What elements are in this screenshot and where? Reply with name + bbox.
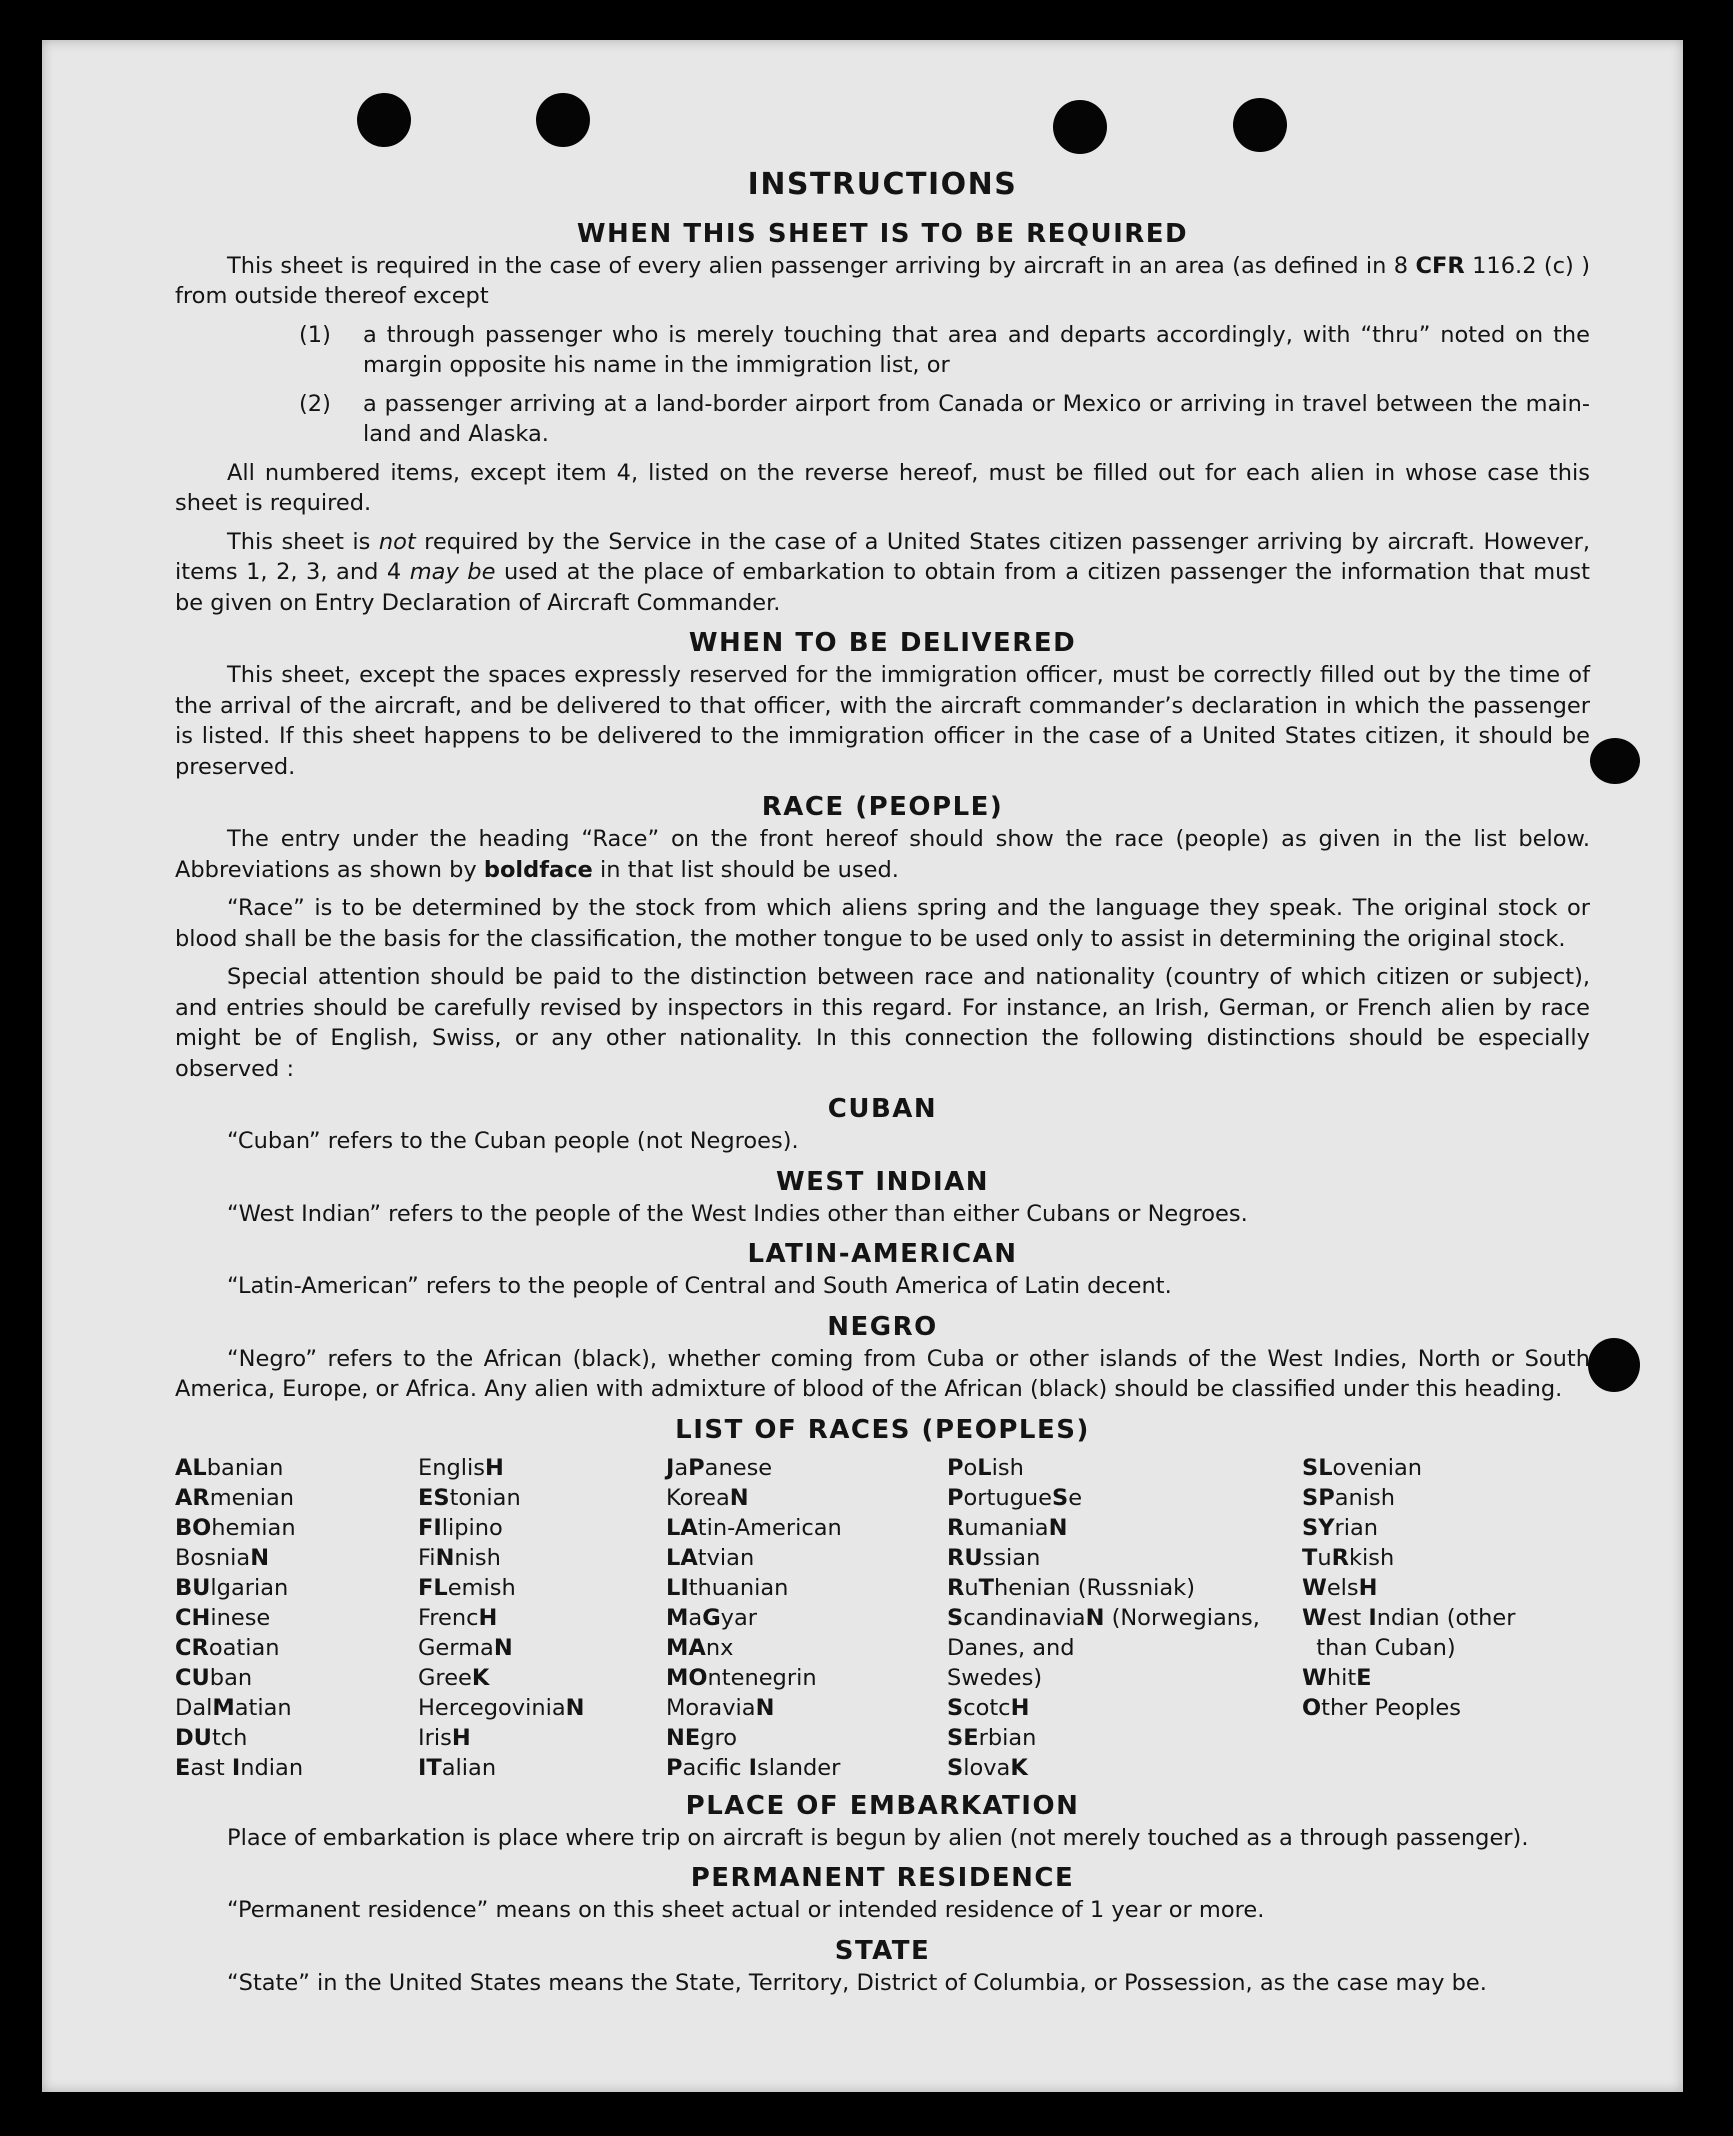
race-entry: SlovaK bbox=[947, 1754, 1028, 1781]
punch-hole-4 bbox=[1233, 98, 1287, 152]
race-entry: LAtvian bbox=[666, 1544, 755, 1571]
race-entry: RumaniaN bbox=[947, 1514, 1068, 1541]
item-text: a through passenger who is merely touching that area and departs accordingly, with “thru” noted on the margin opposite his name in the immigration list, or bbox=[363, 321, 1590, 378]
race-entry: Danes, and bbox=[947, 1634, 1075, 1661]
required-para-2: All numbered items, except item 4, listed on the reverse hereof, must be filled out for each alien in whose case this sheet is required. bbox=[175, 459, 1590, 516]
race-entry: Other Peoples bbox=[1302, 1694, 1461, 1721]
race-entry: FIlipino bbox=[418, 1514, 503, 1541]
race-entry: ScandinaviaN (Norwegians, bbox=[947, 1604, 1260, 1631]
heading-race: RACE (PEOPLE) bbox=[761, 792, 1004, 822]
race-entry: SLovenian bbox=[1302, 1454, 1423, 1481]
race-entry: IrisH bbox=[418, 1724, 471, 1751]
races-column bbox=[666, 1453, 947, 1783]
ink-blot-2 bbox=[1588, 1338, 1640, 1392]
race-entry: KoreaN bbox=[666, 1484, 749, 1511]
race-entry: HercegoviniaN bbox=[418, 1694, 585, 1721]
race-entry: EnglisH bbox=[418, 1454, 504, 1481]
race-entry: CHinese bbox=[175, 1604, 271, 1631]
race-para-2: “Race” is to be determined by the stock from which aliens spring and the language they speak. The original stock or blood shall be the basis for the classification, the mother tongue to be used only to assist in determining the original stock. bbox=[175, 895, 1590, 952]
heading-residence: PERMANENT RESIDENCE bbox=[690, 1863, 1075, 1893]
race-entry: CUban bbox=[175, 1664, 253, 1691]
heading-negro: NEGRO bbox=[827, 1311, 938, 1342]
race-entry: GreeK bbox=[418, 1664, 490, 1691]
race-entry: TuRkish bbox=[1302, 1544, 1395, 1571]
heading-required: WHEN THIS SHEET IS TO BE REQUIRED bbox=[576, 218, 1189, 249]
races-column bbox=[947, 1453, 1302, 1783]
residence-text: “Permanent residence” means on this sheet actual or intended residence of 1 year or more. bbox=[227, 1897, 1265, 1923]
heading-embarkation: PLACE OF EMBARKATION bbox=[685, 1790, 1080, 1821]
race-entry: MoraviaN bbox=[666, 1694, 775, 1721]
race-entry: BOhemian bbox=[175, 1514, 296, 1541]
race-entry: DalMatian bbox=[175, 1694, 292, 1721]
race-entry: RUssian bbox=[947, 1544, 1041, 1571]
race-entry: SYrian bbox=[1302, 1514, 1379, 1541]
west-indian-text: “West Indian” refers to the people of the West Indies other than either Cubans or Negroes. bbox=[227, 1200, 1248, 1227]
races-column bbox=[418, 1453, 666, 1783]
item-number: (2) bbox=[299, 390, 331, 417]
race-entry: LAtin-American bbox=[666, 1514, 842, 1541]
race-entry: RuThenian (Russniak) bbox=[947, 1574, 1195, 1601]
instructions-content bbox=[175, 167, 1591, 2006]
races-column bbox=[1302, 1453, 1590, 1783]
item-text: a passenger arriving at a land-border airport from Canada or Mexico or arriving in travel between the main-land and Alaska. bbox=[363, 390, 1590, 447]
race-entry: CRoatian bbox=[175, 1634, 280, 1661]
heading-latin-american: LATIN-AMERICAN bbox=[747, 1239, 1018, 1269]
race-entry: West Indian (other bbox=[1302, 1604, 1516, 1631]
race-entry: than Cuban) bbox=[1302, 1634, 1456, 1661]
punch-hole-2 bbox=[536, 93, 590, 147]
race-entry: East Indian bbox=[175, 1754, 304, 1781]
item-number: (1) bbox=[299, 321, 331, 348]
punch-hole-1 bbox=[357, 93, 411, 147]
punch-hole-3 bbox=[1053, 100, 1107, 154]
race-entry: MaGyar bbox=[666, 1604, 758, 1631]
race-entry: SErbian bbox=[947, 1724, 1037, 1751]
race-entry: FiNnish bbox=[418, 1544, 501, 1571]
heading-state: STATE bbox=[834, 1935, 931, 1966]
races-column bbox=[175, 1453, 418, 1783]
race-entry: PortugueSe bbox=[947, 1484, 1083, 1511]
race-entry: LIthuanian bbox=[666, 1574, 789, 1601]
race-entry: WelsH bbox=[1302, 1574, 1378, 1601]
race-entry: Swedes) bbox=[947, 1664, 1043, 1691]
race-entry: GermaN bbox=[418, 1634, 513, 1661]
exception-item-2 bbox=[175, 389, 1590, 450]
ink-blot-1 bbox=[1590, 738, 1640, 784]
required-intro: This sheet is required in the case of every alien passenger arriving by aircraft in an area (as defined in 8 CFR 116.2 (c) ) from outside thereof except bbox=[175, 252, 1590, 309]
race-entry: BUlgarian bbox=[175, 1574, 289, 1601]
exception-item-1 bbox=[175, 320, 1590, 381]
embarkation-text: Place of embarkation is place where trip on aircraft is begun by alien (not merely touched as a through passenger). bbox=[227, 1824, 1529, 1851]
races-list bbox=[175, 1453, 1590, 1783]
race-entry: WhitE bbox=[1302, 1664, 1372, 1691]
race-entry: PoLish bbox=[947, 1454, 1024, 1481]
race-entry: ARmenian bbox=[175, 1484, 295, 1511]
race-entry: DUtch bbox=[175, 1724, 248, 1751]
delivered-text: This sheet, except the spaces expressly reserved for the immigration officer, must be correctly filled out by the time of the arrival of the aircraft, and be delivered to that officer, with the aircraft commander’s declaration in which the passenger is listed. If this sheet happens to be delivered to the immigration officer in the case of a United States citizen, it should be preserved. bbox=[175, 662, 1590, 780]
latin-american-text: “Latin-American” refers to the people of Central and South America of Latin decent. bbox=[227, 1273, 1172, 1299]
heading-cuban: CUBAN bbox=[827, 1094, 938, 1124]
race-entry: MOntenegrin bbox=[666, 1664, 817, 1691]
race-entry: ITalian bbox=[418, 1754, 497, 1781]
state-text: “State” in the United States means the State, Territory, District of Columbia, or Possession, as the case may be. bbox=[227, 1969, 1487, 1996]
race-entry: SPanish bbox=[1302, 1484, 1395, 1511]
cuban-text: “Cuban” refers to the Cuban people (not Negroes). bbox=[227, 1128, 799, 1154]
race-entry: NEgro bbox=[666, 1724, 738, 1751]
race-entry: FrencH bbox=[418, 1604, 498, 1631]
race-para-1: The entry under the heading “Race” on the front hereof should show the race (people) as given in the list below. Abbreviations as shown by boldface in that list should be used. bbox=[175, 826, 1590, 883]
race-entry: BosniaN bbox=[175, 1544, 270, 1571]
race-entry: MAnx bbox=[666, 1634, 734, 1661]
race-para-3: Special attention should be paid to the distinction between race and nationality (country of which citizen or subject), and entries should be carefully revised by inspectors in this regard. For instance, an Irish, German, or French alien by race might be of English, Swiss, or any other nationality. In this connection the following distinctions should be especially observed : bbox=[175, 964, 1590, 1082]
race-entry: ALbanian bbox=[175, 1454, 284, 1481]
page-title: INSTRUCTIONS bbox=[747, 167, 1018, 202]
race-entry: ScotcH bbox=[947, 1694, 1030, 1721]
race-entry: JaPanese bbox=[666, 1454, 773, 1481]
negro-text: “Negro” refers to the African (black), whether coming from Cuba or other islands of the West Indies, North or South America, Europe, or Africa. Any alien with admixture of blood of the African (black) should be classified under this heading. bbox=[175, 1345, 1590, 1402]
heading-west-indian: WEST INDIAN bbox=[775, 1166, 990, 1197]
race-entry: Pacific Islander bbox=[666, 1754, 841, 1781]
race-entry: EStonian bbox=[418, 1484, 521, 1511]
heading-list-of-races: LIST OF RACES (PEOPLES) bbox=[675, 1414, 1090, 1445]
race-entry: FLemish bbox=[418, 1574, 516, 1601]
heading-delivered: WHEN TO BE DELIVERED bbox=[688, 628, 1077, 658]
required-para-3: This sheet is not required by the Service in the case of a United States citizen passenger arriving by aircraft. However, items 1, 2, 3, and 4 may be used at the place of embarkation to obtain from a citizen passenger the information that must be given on Entry Declaration of Aircraft Commander. bbox=[175, 528, 1591, 616]
